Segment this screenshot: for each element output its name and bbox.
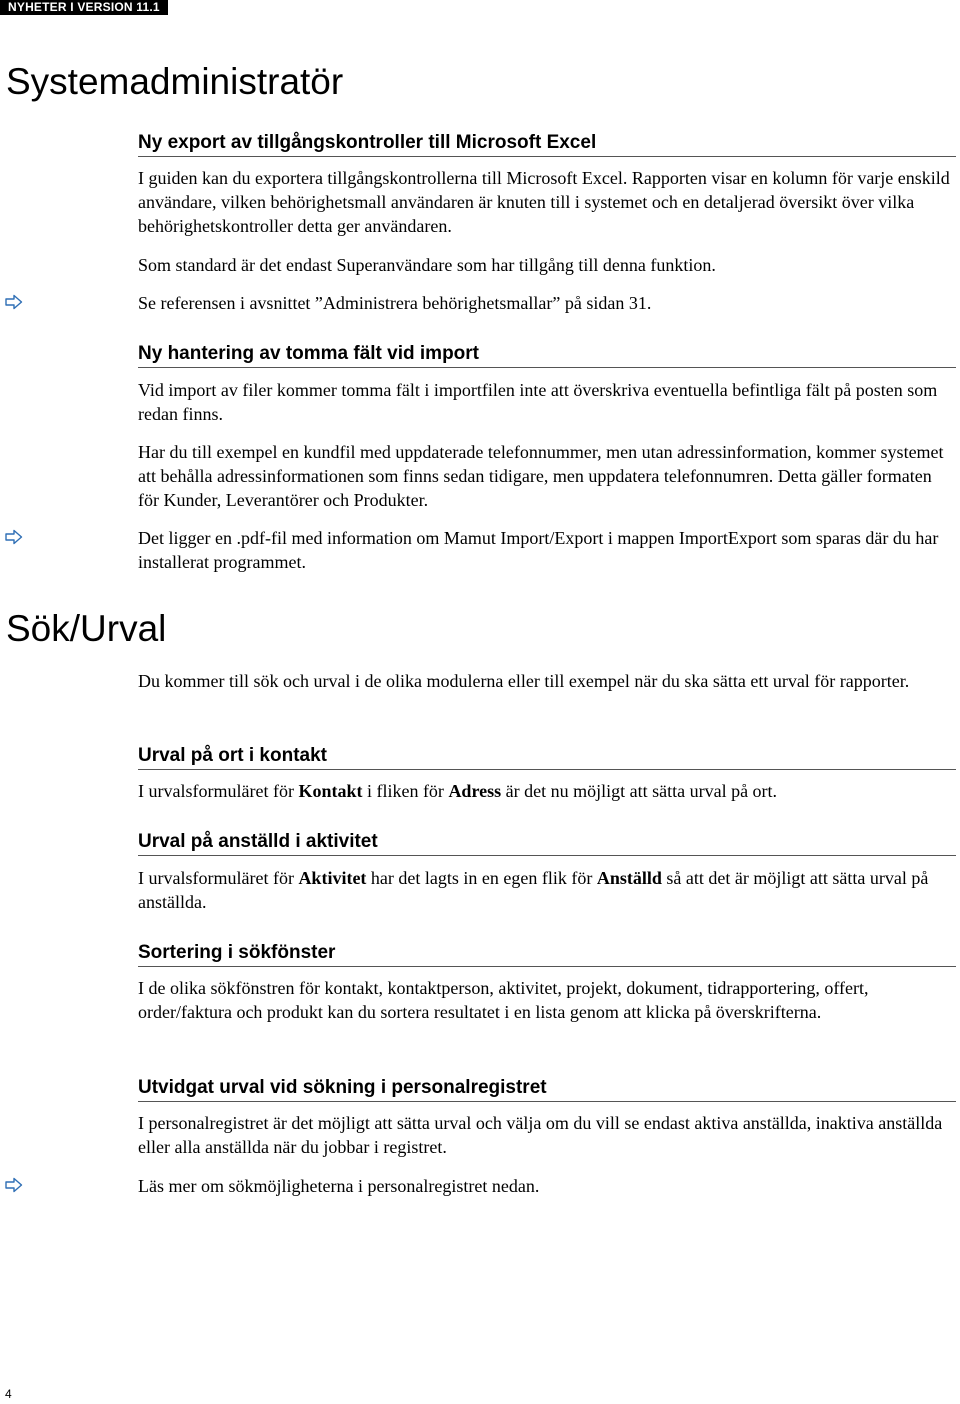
reference-arrow-icon <box>4 294 24 310</box>
paragraph-import-empty-fields: Vid import av filer kommer tomma fält i importfilen inte att överskriva eventuella befintliga fält på posten som redan finns. <box>138 380 938 424</box>
paragraph-urval-anstalld: I urvalsformuläret för Aktivitet har det lagts in en egen flik för Anställd så att det är möjligt att sätta urval på anställda. <box>138 868 929 912</box>
document-header-label: NYHETER I VERSION 11.1 <box>0 0 168 15</box>
section-title-systemadministrator: Systemadministratör <box>6 61 344 102</box>
heading-urval-ort: Urval på ort i kontakt <box>138 744 956 770</box>
heading-empty-fields-import: Ny hantering av tomma fält vid import <box>138 342 956 368</box>
heading-utvidgat-urval: Utvidgat urval vid sökning i personalregistret <box>138 1076 956 1102</box>
paragraph-import-example: Har du till exempel en kundfil med uppdaterade telefonnummer, men utan adressinformation, kommer systemet att behålla adressinformationen som finns sedan tidigare, men uppdatera telefonnumren. Detta gäller formaten för Kunder, Leverantörer och Produkter. <box>138 442 944 510</box>
heading-export-excel: Ny export av tillgångskontroller till Microsoft Excel <box>138 131 956 157</box>
page-number: 4 <box>5 1387 12 1401</box>
paragraph-search-intro: Du kommer till sök och urval i de olika modulerna eller till exempel när du ska sätta ett urval för rapporter. <box>138 671 910 691</box>
paragraph-sortering: I de olika sökfönstren för kontakt, kontaktperson, aktivitet, projekt, dokument, tidrapportering, offert, order/faktura och produkt kan du sortera resultatet i en lista genom att klicka på överskrifterna. <box>138 978 869 1022</box>
paragraph-export-description: I guiden kan du exportera tillgångskontrollerna till Microsoft Excel. Rapporten visar en kolumn för varje enskild användare, vilken behörighetsmall användaren är knuten till i systemet och en detaljerad översikt över vilka behörighetskontroller detta ger användaren. <box>138 168 950 236</box>
reference-export-link: Se referensen i avsnittet ”Administrera behörighetsmallar” på sidan 31. <box>138 293 652 313</box>
reference-arrow-icon <box>4 1177 24 1193</box>
reference-personalregister: Läs mer om sökmöjligheterna i personalregistret nedan. <box>138 1176 540 1196</box>
paragraph-personalregister: I personalregistret är det möjligt att sätta urval och välja om du vill se endast aktiva anställda, inaktiva anställda eller alla anställda när du jobbar i registret. <box>138 1113 943 1157</box>
paragraph-urval-ort: I urvalsformuläret för Kontakt i fliken för Adress är det nu möjligt att sätta urval på ort. <box>138 781 778 801</box>
section-title-sok-urval: Sök/Urval <box>6 608 167 649</box>
heading-urval-anstalld: Urval på anställd i aktivitet <box>138 830 956 856</box>
heading-sortering-sokfonster: Sortering i sökfönster <box>138 941 956 967</box>
reference-arrow-icon <box>4 529 24 545</box>
paragraph-export-superuser: Som standard är det endast Superanvändare som har tillgång till denna funktion. <box>138 255 716 275</box>
reference-import-pdf: Det ligger en .pdf-fil med information om Mamut Import/Export i mappen ImportExport som sparas där du har installerat programmet. <box>138 528 939 572</box>
